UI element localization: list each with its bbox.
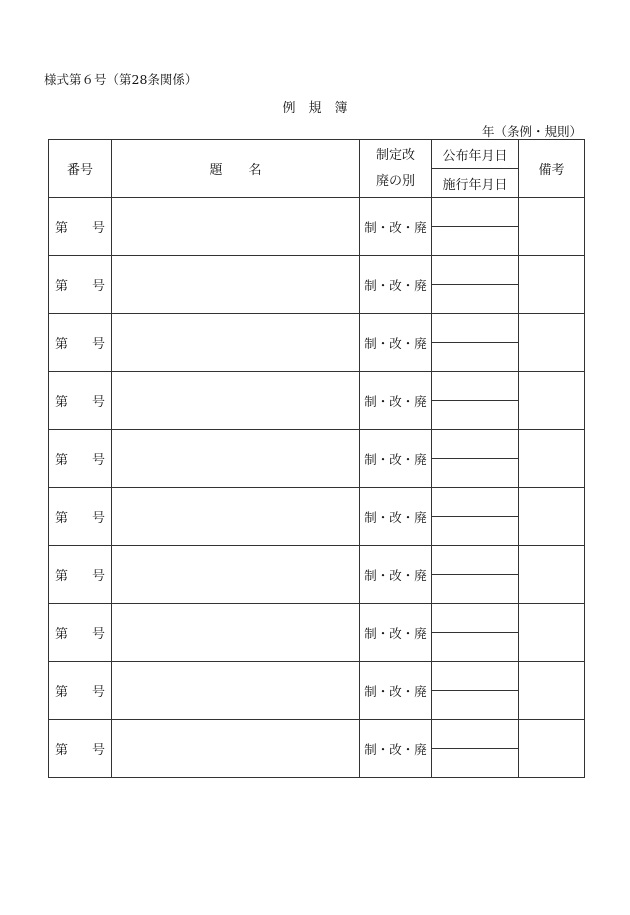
table-row	[49, 488, 585, 546]
date-cell	[432, 662, 519, 720]
number-gou: 号	[91, 221, 105, 236]
title-cell[interactable]	[112, 662, 360, 720]
number-cell[interactable]	[49, 372, 112, 430]
date-cell	[432, 198, 519, 256]
date-cell	[432, 314, 519, 372]
enforcement-date-field[interactable]	[432, 459, 518, 487]
document-title: 例 規 簿	[282, 101, 348, 116]
remarks-cell[interactable]	[519, 372, 585, 430]
number-dai: 第	[55, 743, 69, 758]
remarks-cell[interactable]	[519, 430, 585, 488]
type-cell[interactable]: 制・改・廃	[360, 198, 432, 256]
header-remarks: 備考	[519, 140, 585, 198]
promulgation-date-field[interactable]	[432, 256, 518, 285]
header-row	[49, 140, 585, 198]
type-cell[interactable]: 制・改・廃	[360, 720, 432, 778]
promulgation-date-field[interactable]	[432, 546, 518, 575]
number-gou: 号	[91, 511, 105, 526]
type-cell[interactable]: 制・改・廃	[360, 430, 432, 488]
enforcement-date-field[interactable]	[432, 401, 518, 429]
header-type	[360, 140, 432, 198]
remarks-cell[interactable]	[519, 198, 585, 256]
year-label: 年（条例・規則）	[481, 124, 582, 139]
date-cell	[432, 604, 519, 662]
date-cell	[432, 546, 519, 604]
promulgation-date-field[interactable]	[432, 720, 518, 749]
number-cell[interactable]	[49, 430, 112, 488]
number-gou: 号	[91, 279, 105, 294]
table-row	[49, 604, 585, 662]
number-gou: 号	[91, 743, 105, 758]
table-row	[49, 662, 585, 720]
enforcement-date-field[interactable]	[432, 285, 518, 313]
remarks-cell[interactable]	[519, 720, 585, 778]
number-gou: 号	[91, 569, 105, 584]
number-dai: 第	[55, 685, 69, 700]
header-title: 題 名	[112, 140, 360, 198]
date-cell	[432, 430, 519, 488]
number-gou: 号	[91, 395, 105, 410]
remarks-cell[interactable]	[519, 662, 585, 720]
number-gou: 号	[91, 453, 105, 468]
register-table	[48, 139, 585, 778]
remarks-cell[interactable]	[519, 488, 585, 546]
number-dai: 第	[55, 395, 69, 410]
type-cell[interactable]: 制・改・廃	[360, 256, 432, 314]
title-cell[interactable]	[112, 488, 360, 546]
enforcement-date-field[interactable]	[432, 517, 518, 545]
type-cell[interactable]: 制・改・廃	[360, 314, 432, 372]
header-promulgation-date: 公布年月日	[432, 140, 518, 169]
table-row	[49, 314, 585, 372]
enforcement-date-field[interactable]	[432, 691, 518, 719]
form-number: 様式第６号（第28条関係）	[44, 72, 198, 87]
header-dates	[432, 140, 519, 198]
number-dai: 第	[55, 627, 69, 642]
number-gou: 号	[91, 685, 105, 700]
title-cell[interactable]	[112, 604, 360, 662]
table-row	[49, 256, 585, 314]
type-cell[interactable]: 制・改・廃	[360, 546, 432, 604]
promulgation-date-field[interactable]	[432, 314, 518, 343]
enforcement-date-field[interactable]	[432, 575, 518, 603]
title-cell[interactable]	[112, 720, 360, 778]
number-dai: 第	[55, 221, 69, 236]
table-row	[49, 430, 585, 488]
header-type-line1: 制定改	[375, 147, 415, 163]
type-cell[interactable]: 制・改・廃	[360, 662, 432, 720]
number-gou: 号	[91, 627, 105, 642]
title-cell[interactable]	[112, 546, 360, 604]
number-cell[interactable]	[49, 662, 112, 720]
number-cell[interactable]	[49, 314, 112, 372]
number-cell[interactable]	[49, 720, 112, 778]
type-cell[interactable]: 制・改・廃	[360, 488, 432, 546]
remarks-cell[interactable]	[519, 604, 585, 662]
enforcement-date-field[interactable]	[432, 633, 518, 661]
number-cell[interactable]	[49, 256, 112, 314]
promulgation-date-field[interactable]	[432, 430, 518, 459]
enforcement-date-field[interactable]	[432, 749, 518, 777]
title-cell[interactable]	[112, 314, 360, 372]
header-enforcement-date: 施行年月日	[442, 177, 508, 193]
number-dai: 第	[55, 337, 69, 352]
table-row	[49, 720, 585, 778]
remarks-cell[interactable]	[519, 314, 585, 372]
number-dai: 第	[55, 569, 69, 584]
number-dai: 第	[55, 511, 69, 526]
number-cell[interactable]	[49, 546, 112, 604]
number-dai: 第	[55, 279, 69, 294]
date-cell	[432, 372, 519, 430]
remarks-cell[interactable]	[519, 546, 585, 604]
title-cell[interactable]	[112, 256, 360, 314]
title-cell[interactable]	[112, 372, 360, 430]
number-cell[interactable]	[49, 604, 112, 662]
number-cell[interactable]	[49, 198, 112, 256]
number-gou: 号	[91, 337, 105, 352]
promulgation-date-field[interactable]	[432, 372, 518, 401]
title-cell[interactable]	[112, 430, 360, 488]
table-row	[49, 198, 585, 256]
type-cell[interactable]: 制・改・廃	[360, 604, 432, 662]
date-cell	[432, 488, 519, 546]
promulgation-date-field[interactable]	[432, 662, 518, 691]
promulgation-date-field[interactable]	[432, 198, 518, 227]
enforcement-date-field[interactable]	[432, 227, 518, 255]
date-cell	[432, 720, 519, 778]
title-cell[interactable]	[112, 198, 360, 256]
remarks-cell[interactable]	[519, 256, 585, 314]
number-dai: 第	[55, 453, 69, 468]
table-row	[49, 372, 585, 430]
table-row	[49, 546, 585, 604]
number-cell[interactable]	[49, 488, 112, 546]
type-cell[interactable]: 制・改・廃	[360, 372, 432, 430]
date-cell	[432, 256, 519, 314]
header-type-line2: 廃の別	[375, 173, 415, 189]
promulgation-date-field[interactable]	[432, 604, 518, 633]
enforcement-date-field[interactable]	[432, 343, 518, 371]
promulgation-date-field[interactable]	[432, 488, 518, 517]
header-number: 番号	[49, 140, 112, 198]
